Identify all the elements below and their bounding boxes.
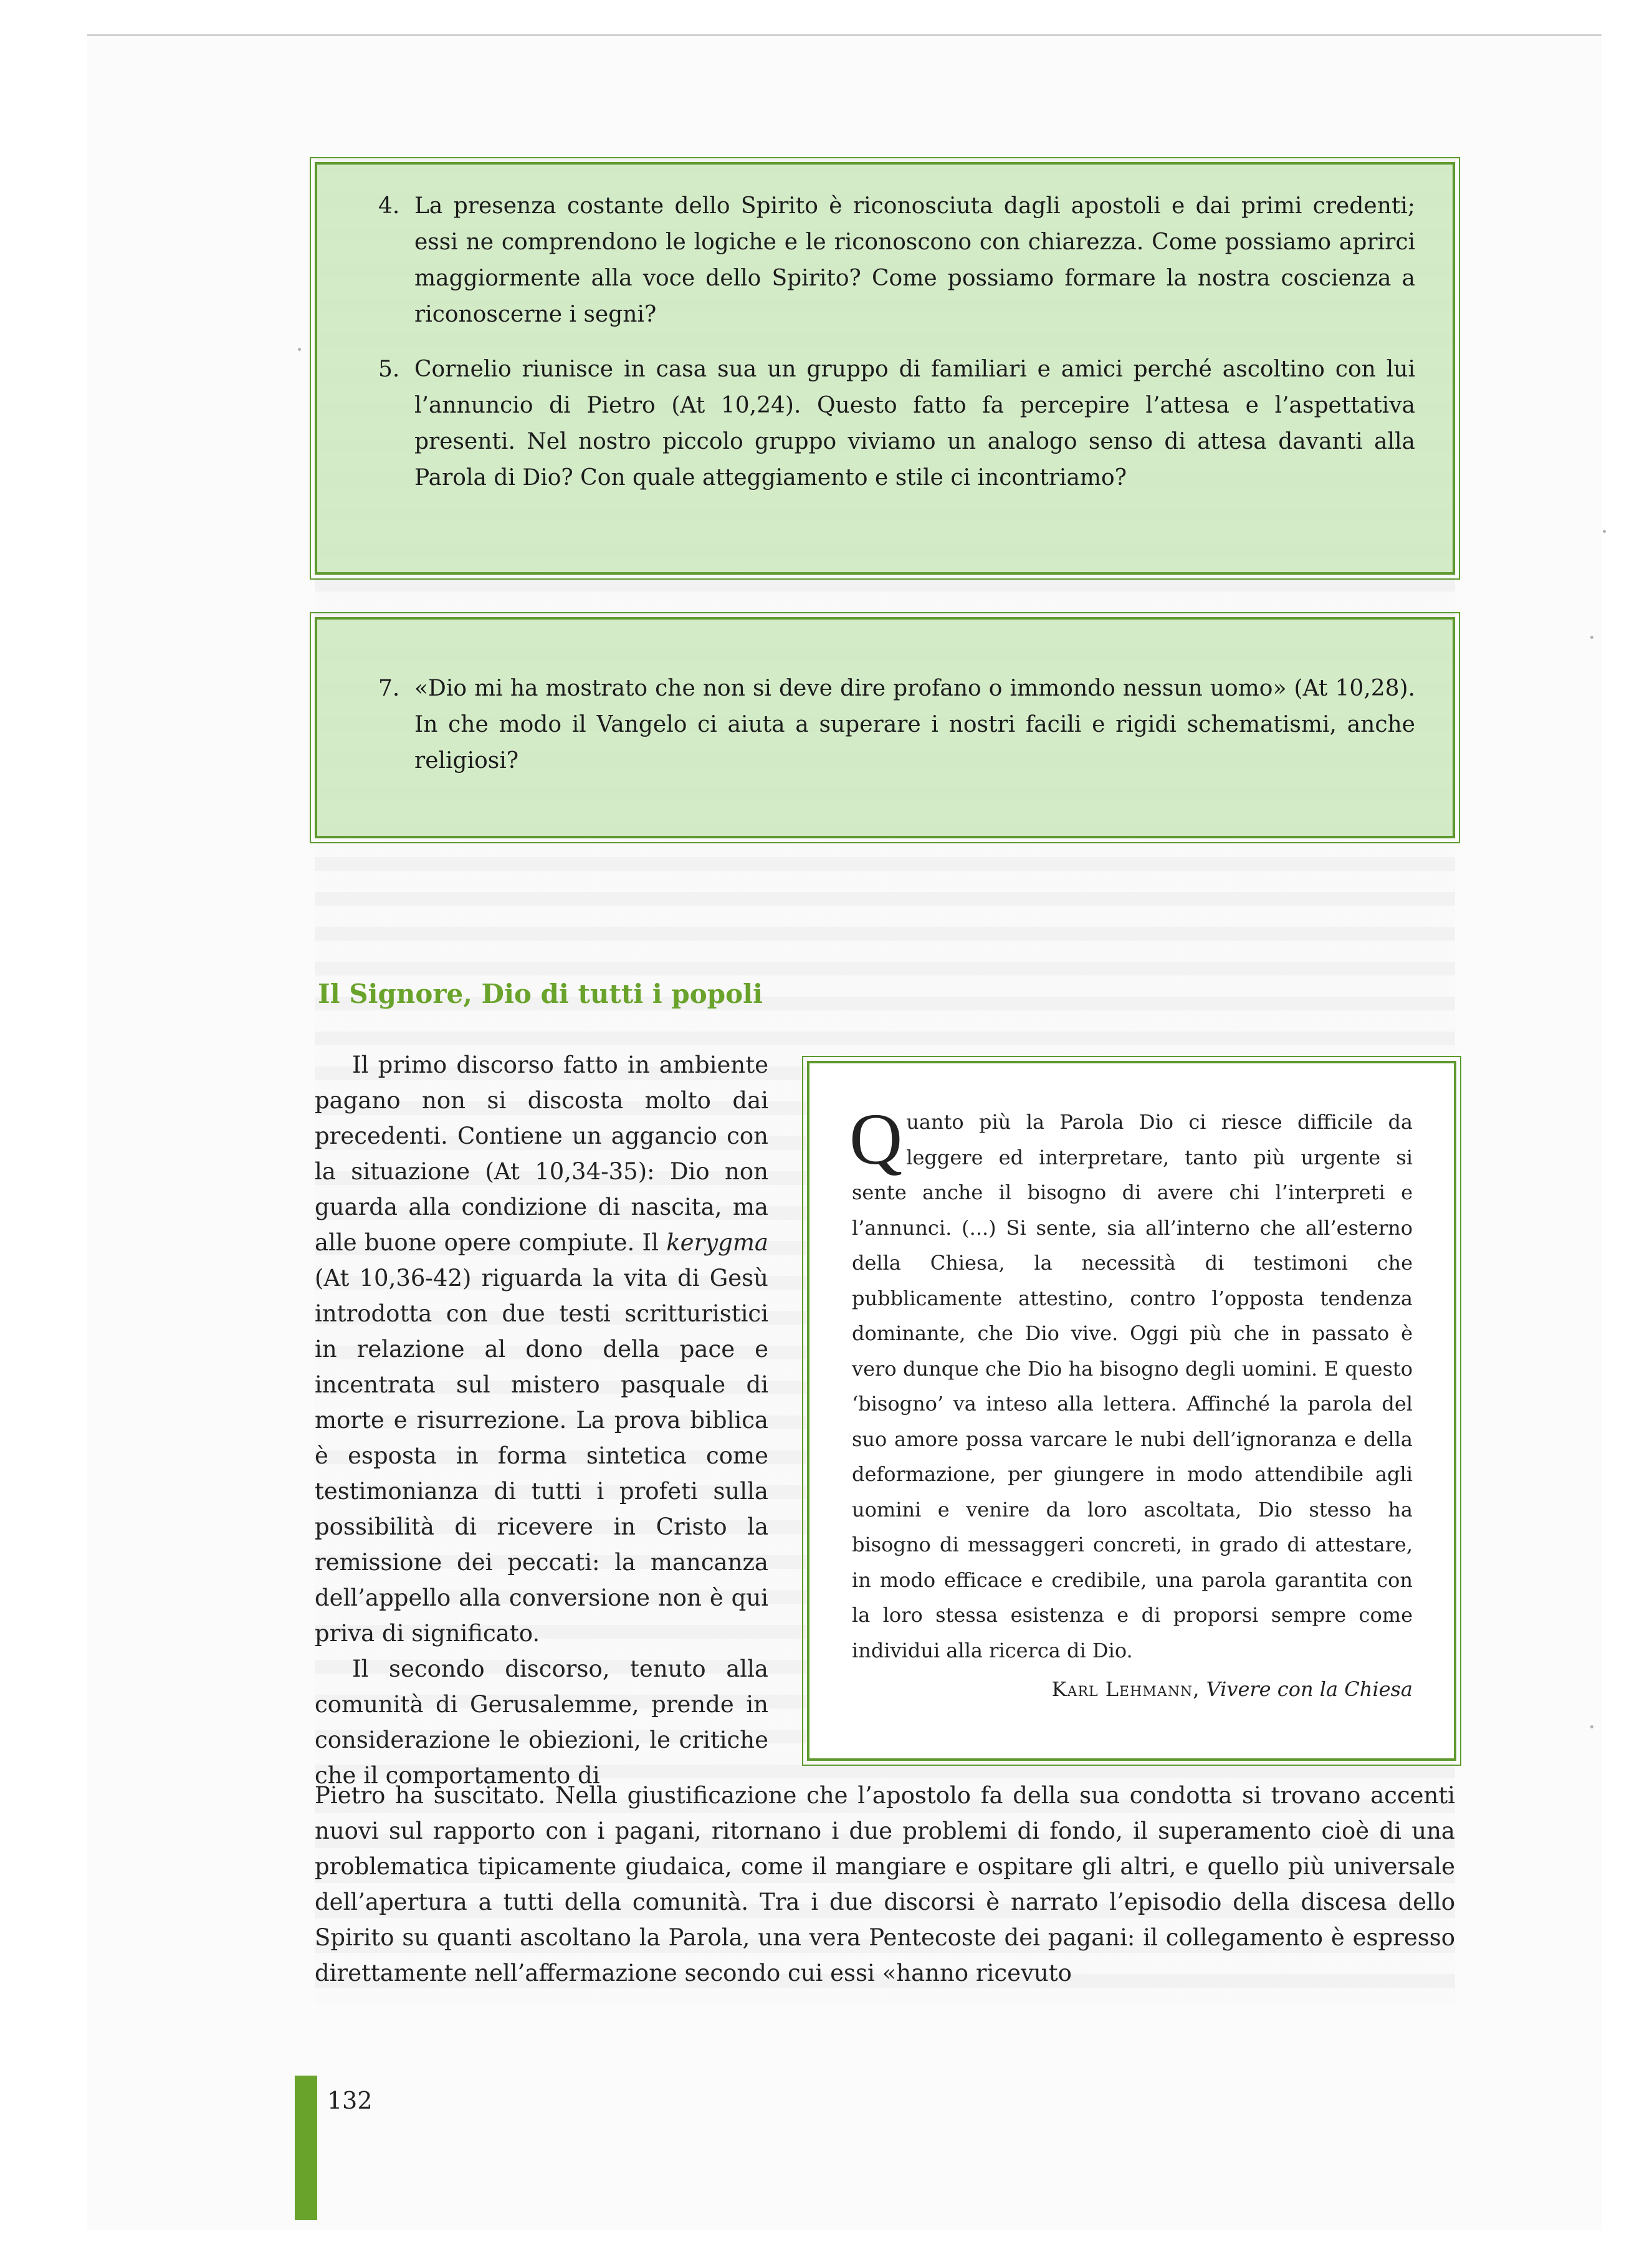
quote-author: Karl Lehmann,: [1051, 1677, 1200, 1701]
quote-body: uanto più la Parola Dio ci riesce difficile da leggere ed interpretare, tanto più urgente si sente anche il bisogno di avere chi l’interpreti e l’annunci. (...) Si sente, sia all’interno che all’esterno della Chiesa, la necessità di testimoni che pubblicamente attestino, contro l’opposta tendenza dominante, che Dio vive. Oggi più che in passato è vero dunque che Dio ha bisogno degli uomini. E questo ‘bisogno’ va inteso alla lettera. Affinché la parola del suo amore possa varcare le nubi dell’ignoranza e della deformazione, per giungere in modo attendibile agli uomini e venire da loro ascoltata, Dio stesso ha bisogno di messaggeri concreti, in grado di attestare, in modo efficace e credibile, una parola garantita con la loro stessa esistenza e di proporsi sempre come individui alla ricerca di Dio.: [852, 1110, 1413, 1662]
question-item: [378, 352, 1415, 496]
question-list: [378, 188, 1415, 515]
body-paragraph-1: [315, 1047, 768, 1651]
question-text: «Dio mi ha mostrato che non si deve dire profano o immondo nessun uomo» (At 10,28). In che modo il Vangelo ci aiuta a superare i nostri facili e rigidi schematismi, anche religiosi?: [414, 676, 1415, 774]
question-number: 7.: [378, 676, 400, 701]
page-number: 132: [327, 2087, 373, 2114]
quote-text: [849, 1098, 1413, 1668]
question-text: La presenza costante dello Spirito è riconosciuta dagli apostoli e dai primi credenti; essi ne comprendono le logiche e le riconoscono con chiarezza. Come possiamo aprirci maggiormente alla voce dello Spirito? Come possiamo formare la nostra coscienza a riconoscerne i segni?: [414, 193, 1415, 327]
question-item: [378, 671, 1415, 779]
scan-speck: [1603, 530, 1606, 533]
question-list: [378, 671, 1415, 798]
page-number-bar: [295, 2076, 317, 2220]
questions-box-2: [315, 617, 1455, 838]
question-item: [378, 188, 1415, 333]
quote-work-title: Vivere con la Chiesa: [1206, 1677, 1413, 1701]
quote-box: [807, 1061, 1456, 1761]
italic-term: kerygma: [666, 1229, 768, 1256]
drop-cap: Q: [849, 1098, 903, 1180]
scan-speck: [1590, 1725, 1593, 1728]
scan-speck: [1590, 636, 1593, 639]
body-left-column: [315, 1047, 768, 1793]
question-number: 5.: [378, 357, 400, 382]
body-paragraph-2: Il secondo discorso, tenuto alla comunità di Gerusalemme, prende in considerazione le obiezioni, le critiche che il comportamento di: [315, 1655, 768, 1789]
section-heading: Il Signore, Dio di tutti i popoli: [318, 979, 763, 1009]
question-text: Cornelio riunisce in casa sua un gruppo di familiari e amici perché ascoltino con lui l’annuncio di Pietro (At 10,24). Questo fatto fa percepire l’attesa e l’aspettativa presenti. Nel nostro piccolo gruppo viviamo un analogo senso di attesa davanti alla Parola di Dio? Con quale atteggiamento e stile ci incontriamo?: [414, 357, 1415, 491]
question-number: 4.: [378, 193, 400, 219]
body-text: (At 10,36-42) riguarda la vita di Gesù introdotta con due testi scritturistici in relazione al dono della pace e incentrata sul mistero pasquale di morte e risurrezione. La prova biblica è esposta in forma sintetica come testimonianza di tutti i profeti sulla possibilità di ricevere in Cristo la remissione dei peccati: la mancanza dell’appello alla conversione non è qui priva di significato.: [315, 1265, 768, 1647]
body-paragraph-2-continued: Pietro ha suscitato. Nella giustificazione che l’apostolo fa della sua condotta si trovano accenti nuovi sul rapporto con i pagani, ritornano i due problemi di fondo, il superamento cioè di una problematica tipicamente giudaica, come il mangiare e ospitare gli altri, e quello più universale dell’apertura a tutti della comunità. Tra i due discorsi è narrato l’episodio della discesa dello Spirito su quanti ascoltano la Parola, una vera Pentecoste dei pagani: il collegamento è espresso direttamente nell’affermazione secondo cui essi «hanno ricevuto: [315, 1782, 1455, 1986]
questions-box-1: [315, 162, 1455, 575]
scan-speck: [298, 348, 301, 351]
quote-attribution: [852, 1672, 1413, 1707]
body-text: Il primo discorso fatto in ambiente pagano non si discosta molto dai precedenti. Contiene un aggancio con la situazione (At 10,34-35): Dio non guarda alla condizione di nascita, ma alle buone opere compiute. Il: [315, 1052, 768, 1256]
